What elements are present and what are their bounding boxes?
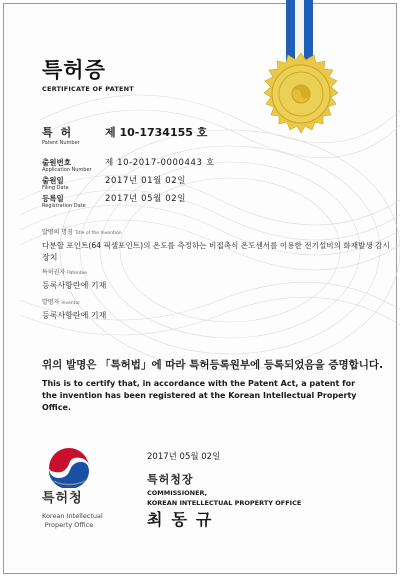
- application-number-value: 제 10-2017-0000443 호: [105, 158, 215, 168]
- application-number-label: 출원번호: [42, 158, 71, 167]
- invention-title-label-ko: 발명의 명칭: [42, 229, 73, 236]
- filing-date-label: 출원일: [42, 176, 64, 185]
- inventor-label: [42, 300, 80, 307]
- inventor-label-en: Inventor: [61, 301, 81, 306]
- inventor-label-ko: 발명자: [42, 299, 60, 306]
- patentee-label-en: Patentee: [67, 271, 88, 276]
- commissioner-title-en-line1: COMMISSIONER,: [147, 489, 208, 497]
- invention-title-line1: 다분할 포인트(64 픽셀포인트)의 온도를 측정하는 비접촉식 온도센서를 이용한 전기설비의 화재발생 감시: [42, 241, 390, 250]
- registration-date-label: 등록일: [42, 194, 64, 203]
- invention-title-label-en: Title of the Invention: [74, 231, 122, 236]
- filing-date-value: 2017년 01월 02일: [105, 176, 187, 186]
- certificate-subtitle: CERTIFICATE OF PATENT: [42, 85, 134, 93]
- kipo-name-ko: 특허청: [42, 491, 83, 506]
- registration-date-value: 2017년 05월 02일: [105, 194, 187, 204]
- certification-statement-ko: 위의 발명은 「특허법」에 따라 특허등록원부에 등록되었음을 증명합니다.: [42, 359, 384, 371]
- invention-title-label: [42, 230, 122, 237]
- patent-number-label-en: Patent Number: [42, 140, 80, 146]
- invention-title-line2: 장치: [42, 253, 58, 262]
- issue-date: 2017년 05월 02일: [147, 452, 221, 462]
- filing-date-label-en: Filing Date: [42, 185, 69, 191]
- certificate-title: 특허증: [42, 58, 106, 82]
- registration-date-label-en: Registration Date: [42, 203, 86, 209]
- kipo-name-en-line1: Korean Intellectual: [42, 512, 103, 520]
- gold-seal-emblem: [258, 52, 344, 138]
- kipo-name-en-line2: Property Office: [44, 521, 94, 529]
- commissioner-title-en-line2: KOREAN INTELLECTUAL PROPERTY OFFICE: [147, 499, 302, 507]
- commissioner-title-ko: 특허청장: [147, 473, 194, 486]
- application-number-label-en: Application Number: [42, 167, 92, 173]
- patentee-label-ko: 특허권자: [42, 269, 66, 276]
- patent-number-label: 특 허: [42, 126, 74, 139]
- patentee-value: 등록사항란에 기재: [42, 281, 107, 290]
- patentee-label: [42, 270, 87, 277]
- taegeuk-logo-icon: [45, 448, 93, 488]
- patent-number-value: 제 10-1734155 호: [105, 126, 208, 139]
- commissioner-signature: 최동규: [147, 510, 221, 529]
- certification-statement-en: This is to certify that, in accordance with the Patent Act, a patent for the invention has been registered at the Korean Intellectual Property Office.: [42, 379, 357, 412]
- inventor-value: 등록사항란에 기재: [42, 311, 107, 320]
